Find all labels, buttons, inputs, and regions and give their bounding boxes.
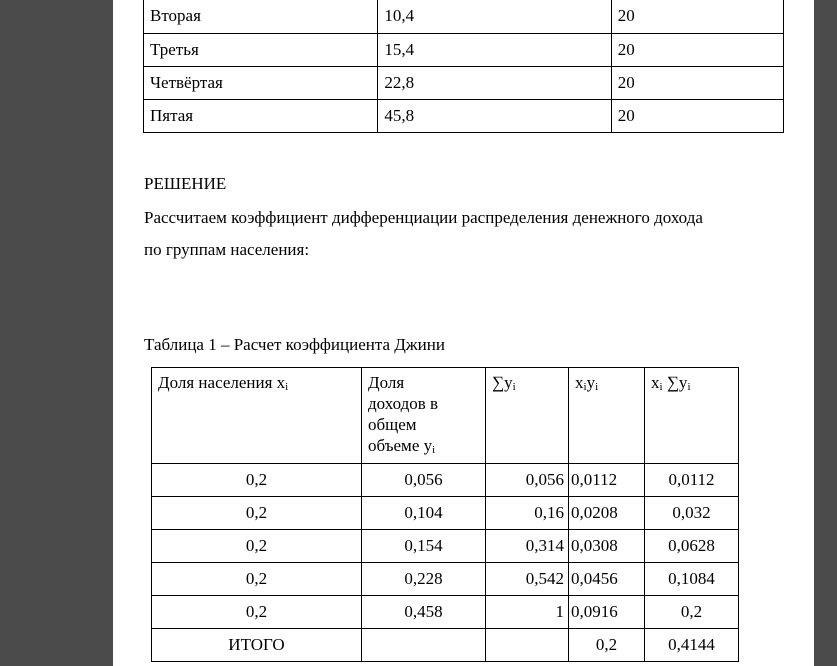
cell-y: [362, 629, 486, 662]
income-distribution-table: [143, 0, 784, 133]
cell-sum-y: 1: [486, 596, 569, 629]
cell-x-sum-y-total: 0,4144: [645, 629, 739, 662]
cell-sum-y: 0,542: [486, 563, 569, 596]
cell-income-share: 10,4: [378, 0, 611, 34]
cell-xy: 0,0308: [569, 530, 645, 563]
cell-x: 0,2: [152, 497, 362, 530]
cell-x: 0,2: [152, 530, 362, 563]
header-population-share: Доля населения $x_i$: [152, 368, 362, 464]
cell-population-share: 20: [611, 100, 783, 133]
cell-x: 0,2: [152, 596, 362, 629]
table-row: [144, 67, 784, 100]
cell-group: Пятая: [144, 100, 378, 133]
cell-income-share: 45,8: [378, 100, 611, 133]
cell-y: 0,056: [362, 464, 486, 497]
solution-text-line-1: Рассчитаем коэффициент дифференциации распределения денежного дохода: [144, 208, 703, 227]
cell-y: 0,228: [362, 563, 486, 596]
cell-y: 0,154: [362, 530, 486, 563]
cell-sum-y: 0,314: [486, 530, 569, 563]
table-row: [144, 100, 784, 133]
header-cumulative-y: $\sum y_i$: [486, 368, 569, 464]
cell-income-share: 22,8: [378, 67, 611, 100]
cell-group: Вторая: [144, 0, 378, 34]
table-caption: Таблица 1 – Расчет коэффициента Джини: [144, 335, 445, 354]
cell-y: 0,104: [362, 497, 486, 530]
table-row: [152, 596, 739, 629]
cell-x: 0,2: [152, 563, 362, 596]
cell-group: Третья: [144, 34, 378, 67]
cell-sum-y: 0,16: [486, 497, 569, 530]
cell-x-sum-y: 0,2: [645, 596, 739, 629]
table-row: [152, 497, 739, 530]
table-header-row: [152, 368, 739, 464]
solution-heading: РЕШЕНИЕ: [144, 174, 227, 193]
header-x-cumulative-y: $x_i$ $\sum y_i$: [645, 368, 739, 464]
table-row: [144, 34, 784, 67]
header-xy: $x_iy_i$: [569, 368, 645, 464]
solution-text-line-2: по группам населения:: [144, 240, 310, 259]
document-page: [113, 0, 814, 666]
table-row: [152, 530, 739, 563]
cell-xy-total: 0,2: [569, 629, 645, 662]
cell-group: Четвёртая: [144, 67, 378, 100]
table-row: [152, 563, 739, 596]
cell-population-share: 20: [611, 0, 783, 34]
cell-sum-y: [486, 629, 569, 662]
cell-y: 0,458: [362, 596, 486, 629]
table-row: [144, 0, 784, 34]
cell-population-share: 20: [611, 67, 783, 100]
cell-x: 0,2: [152, 464, 362, 497]
cell-x-sum-y: 0,0112: [645, 464, 739, 497]
cell-xy: 0,0112: [569, 464, 645, 497]
gini-table: [151, 367, 739, 662]
cell-total-label: ИТОГО: [152, 629, 362, 662]
cell-income-share: 15,4: [378, 34, 611, 67]
cell-xy: 0,0456: [569, 563, 645, 596]
cell-population-share: 20: [611, 34, 783, 67]
header-income-share: Доля доходов в общем объеме $y_i$: [362, 368, 486, 464]
cell-x-sum-y: 0,032: [645, 497, 739, 530]
cell-xy: 0,0208: [569, 497, 645, 530]
cell-x-sum-y: 0,0628: [645, 530, 739, 563]
cell-x-sum-y: 0,1084: [645, 563, 739, 596]
table-row: [152, 464, 739, 497]
cell-sum-y: 0,056: [486, 464, 569, 497]
cell-xy: 0,0916: [569, 596, 645, 629]
table-total-row: [152, 629, 739, 662]
